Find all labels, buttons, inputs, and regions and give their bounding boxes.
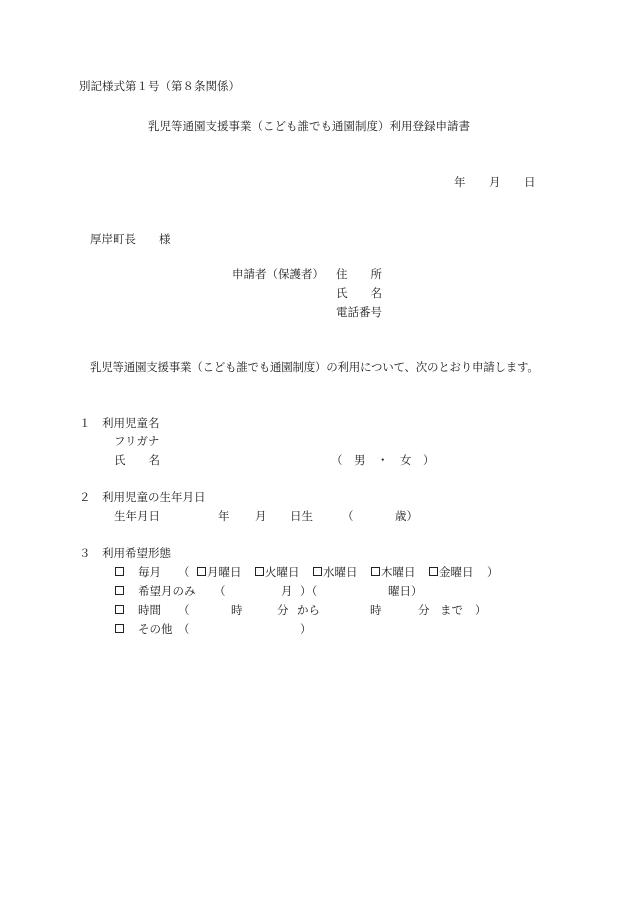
weekday-wednesday-label: 水曜日 <box>323 565 358 579</box>
month-only-label: 希望月のみ <box>138 584 196 598</box>
applicant-name-label: 氏 名 <box>336 286 382 300</box>
weekday-close-paren: ） <box>487 565 499 579</box>
checkbox-tuesday[interactable] <box>255 567 264 576</box>
checkbox-thursday[interactable] <box>371 567 380 576</box>
other-label: その他 <box>138 622 173 636</box>
weekday-thursday-label: 木曜日 <box>381 565 416 579</box>
weekday-tuesday-label: 火曜日 <box>265 565 300 579</box>
time-min1-label: 分 <box>277 603 289 617</box>
weekday-open-paren: （ <box>178 565 190 579</box>
time-min2-label: 分 <box>418 603 430 617</box>
birth-year-label: 年 <box>218 509 230 523</box>
child-name-label: 氏 名 <box>114 453 160 467</box>
section3-heading: ３ 利用希望形態 <box>79 546 171 560</box>
time-label: 時間 <box>138 603 161 617</box>
applicant-phone-label: 電話番号 <box>336 305 382 319</box>
checkbox-monday[interactable] <box>197 567 206 576</box>
checkbox-friday[interactable] <box>429 567 438 576</box>
month-only-open-paren: （ <box>214 584 226 598</box>
form-id: 別記様式第１号（第８条関係） <box>79 79 240 93</box>
age-label: 歳） <box>395 509 418 523</box>
checkbox-month-only[interactable] <box>115 586 124 595</box>
month-only-weekday-label: 曜日） <box>388 584 423 598</box>
checkbox-other[interactable] <box>115 624 124 633</box>
time-until-label: まで <box>440 603 463 617</box>
month-only-mid-paren: ）（ <box>300 584 318 598</box>
date-year-label: 年 <box>454 175 466 189</box>
applicant-address-label: 住 所 <box>336 267 382 281</box>
weekday-monday-label: 月曜日 <box>207 565 242 579</box>
every-month-label: 毎月 <box>138 565 161 579</box>
checkbox-every-month[interactable] <box>115 567 124 576</box>
body-text: 乳児等通園支援事業（こども誰でも通園制度）の利用について、次のとおり申請します。 <box>90 360 539 374</box>
addressee: 厚岸町長 様 <box>90 232 171 246</box>
time-from-label: から <box>297 603 320 617</box>
checkbox-wednesday[interactable] <box>313 567 322 576</box>
time-hour1-label: 時 <box>231 603 243 617</box>
form-title: 乳児等通園支援事業（こども誰でも通園制度）利用登録申請書 <box>148 119 470 133</box>
date-month-label: 月 <box>489 175 501 189</box>
age-open-paren: （ <box>342 509 354 523</box>
other-open-paren: （ <box>178 622 190 636</box>
other-close-paren: ） <box>300 622 312 636</box>
date-day-label: 日 <box>524 175 536 189</box>
checkbox-time[interactable] <box>115 605 124 614</box>
furigana-label: フリガナ <box>114 434 160 448</box>
birth-month-label: 月 <box>255 509 267 523</box>
birth-day-label: 日生 <box>290 509 313 523</box>
time-open-paren: （ <box>178 603 190 617</box>
birthdate-label: 生年月日 <box>114 509 160 523</box>
time-hour2-label: 時 <box>370 603 382 617</box>
section1-heading: １ 利用児童名 <box>79 416 160 430</box>
time-close-paren: ） <box>475 603 487 617</box>
month-only-month-label: 月 <box>281 584 293 598</box>
applicant-label: 申請者（保護者） <box>232 267 324 281</box>
gender-select: （ 男 ・ 女 ） <box>331 453 435 467</box>
weekday-friday-label: 金曜日 <box>439 565 474 579</box>
section2-heading: ２ 利用児童の生年月日 <box>79 490 206 504</box>
